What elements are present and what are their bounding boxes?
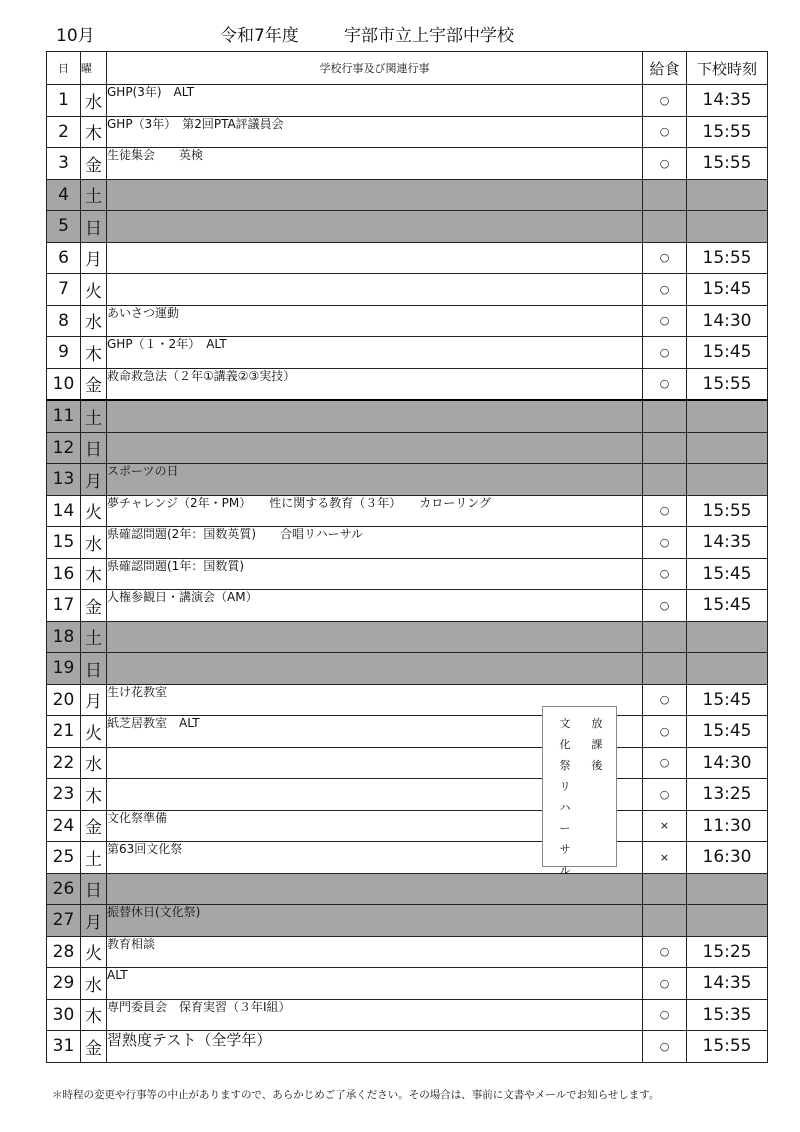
day-cell: 28: [47, 936, 81, 968]
weekday-cell: 金: [81, 148, 107, 180]
weekday-cell: 土: [81, 621, 107, 653]
weekday-cell: 火: [81, 495, 107, 527]
lunch-cell: [643, 432, 687, 464]
day-cell: 21: [47, 716, 81, 748]
lunch-cell: ○: [643, 274, 687, 306]
table-row: [47, 999, 768, 1031]
dismissal-time-cell: 15:55: [687, 148, 768, 180]
table-row: [47, 716, 768, 748]
weekday-cell: 月: [81, 242, 107, 274]
events-cell: 人権参観日・講演会（AM）: [107, 590, 643, 622]
fiscal-year-label: 令和7年度: [220, 26, 299, 46]
day-cell: 20: [47, 684, 81, 716]
dismissal-time-cell: 15:45: [687, 684, 768, 716]
dismissal-time-cell: [687, 873, 768, 905]
lunch-cell: ○: [643, 368, 687, 400]
footnote: ＊時程の変更や行事等の中止がありますので、あらかじめご了承ください。その場合は、事前に文書やメールでお知らせします。: [52, 1089, 660, 1101]
table-row: [47, 274, 768, 306]
dismissal-time-cell: 14:30: [687, 305, 768, 337]
dismissal-time-cell: [687, 464, 768, 496]
dismissal-time-cell: 14:30: [687, 747, 768, 779]
weekday-cell: 月: [81, 684, 107, 716]
dismissal-time-cell: [687, 211, 768, 243]
header-row: [47, 52, 768, 85]
day-cell: 17: [47, 590, 81, 622]
dismissal-time-cell: [687, 400, 768, 432]
table-row: [47, 464, 768, 496]
lunch-cell: ○: [643, 747, 687, 779]
day-cell: 6: [47, 242, 81, 274]
weekday-cell: 木: [81, 779, 107, 811]
events-cell: 専門委員会 保育実習（３年Ⅰ組）: [107, 999, 643, 1031]
lunch-cell: ○: [643, 779, 687, 811]
weekday-cell: 土: [81, 842, 107, 874]
day-cell: 23: [47, 779, 81, 811]
weekday-cell: 金: [81, 810, 107, 842]
lunch-cell: ○: [643, 495, 687, 527]
table-row: [47, 842, 768, 874]
dismissal-time-cell: 15:55: [687, 242, 768, 274]
day-cell: 25: [47, 842, 81, 874]
day-cell: 1: [47, 85, 81, 117]
events-cell: 夢チャレンジ（2年・PM） 性に関する教育（３年） カローリング: [107, 495, 643, 527]
day-cell: 10: [47, 368, 81, 400]
events-cell: [107, 211, 643, 243]
table-row: [47, 527, 768, 559]
dismissal-time-cell: 15:25: [687, 936, 768, 968]
month-title: 10月: [56, 26, 95, 46]
events-cell: 県確認問題(1年：国数質): [107, 558, 643, 590]
column-header-weekday: 曜: [81, 52, 107, 85]
dismissal-time-cell: 14:35: [687, 527, 768, 559]
day-cell: 14: [47, 495, 81, 527]
weekday-cell: 水: [81, 85, 107, 117]
weekday-cell: 火: [81, 274, 107, 306]
table-row: [47, 1031, 768, 1063]
dismissal-time-cell: 15:55: [687, 1031, 768, 1063]
lunch-cell: ○: [643, 148, 687, 180]
rehearsal-note-festival-rehearsal: 文化祭リハーサル: [559, 717, 571, 877]
weekday-cell: 水: [81, 747, 107, 779]
table-row: [47, 684, 768, 716]
column-header-lunch: 給食: [643, 52, 687, 85]
events-cell: あいさつ運動: [107, 305, 643, 337]
school-name: 宇部市立上宇部中学校: [344, 26, 514, 46]
weekday-cell: 月: [81, 464, 107, 496]
day-cell: 8: [47, 305, 81, 337]
lunch-cell: [643, 873, 687, 905]
table-row: [47, 242, 768, 274]
day-cell: 26: [47, 873, 81, 905]
weekday-cell: 土: [81, 400, 107, 432]
lunch-cell: ○: [643, 116, 687, 148]
dismissal-time-cell: 15:45: [687, 337, 768, 369]
lunch-cell: [643, 400, 687, 432]
lunch-cell: ○: [643, 968, 687, 1000]
events-cell: GHP（3年） 第2回PTA評議員会: [107, 116, 643, 148]
lunch-cell: ○: [643, 936, 687, 968]
dismissal-time-cell: [687, 621, 768, 653]
day-cell: 12: [47, 432, 81, 464]
lunch-cell: ○: [643, 590, 687, 622]
weekday-cell: 水: [81, 968, 107, 1000]
lunch-cell: [643, 179, 687, 211]
table-row: [47, 432, 768, 464]
table-row: [47, 905, 768, 937]
weekday-cell: 月: [81, 905, 107, 937]
table-row: [47, 179, 768, 211]
lunch-cell: [643, 653, 687, 685]
dismissal-time-cell: 15:45: [687, 274, 768, 306]
table-row: [47, 873, 768, 905]
weekday-cell: 水: [81, 305, 107, 337]
events-cell: [107, 274, 643, 306]
day-cell: 30: [47, 999, 81, 1031]
weekday-cell: 火: [81, 716, 107, 748]
day-cell: 11: [47, 400, 81, 432]
after-school-rehearsal-note: [542, 706, 617, 877]
events-cell: ALT: [107, 968, 643, 1000]
table-row: [47, 495, 768, 527]
dismissal-time-cell: 15:45: [687, 716, 768, 748]
column-header-dismissal: 下校時刻: [687, 52, 768, 85]
table-row: [47, 368, 768, 400]
day-cell: 15: [47, 527, 81, 559]
events-cell: [107, 432, 643, 464]
table-row: [47, 305, 768, 337]
events-cell: 紙芝居教室 ALT: [107, 716, 643, 748]
weekday-cell: 日: [81, 432, 107, 464]
weekday-cell: 金: [81, 368, 107, 400]
day-cell: 2: [47, 116, 81, 148]
events-cell: GHP(3年) ALT: [107, 85, 643, 117]
dismissal-time-cell: 15:35: [687, 999, 768, 1031]
lunch-cell: ×: [643, 842, 687, 874]
lunch-cell: ○: [643, 684, 687, 716]
day-cell: 16: [47, 558, 81, 590]
events-cell: [107, 179, 643, 211]
lunch-cell: ○: [643, 527, 687, 559]
dismissal-time-cell: [687, 179, 768, 211]
table-row: [47, 747, 768, 779]
table-row: [47, 116, 768, 148]
dismissal-time-cell: [687, 432, 768, 464]
dismissal-time-cell: 14:35: [687, 968, 768, 1000]
dismissal-time-cell: 15:55: [687, 116, 768, 148]
day-cell: 31: [47, 1031, 81, 1063]
events-cell: 習熟度テスト（全学年）: [107, 1031, 643, 1063]
weekday-cell: 日: [81, 873, 107, 905]
day-cell: 9: [47, 337, 81, 369]
lunch-cell: ○: [643, 1031, 687, 1063]
dismissal-time-cell: 15:45: [687, 558, 768, 590]
lunch-cell: [643, 621, 687, 653]
weekday-cell: 木: [81, 999, 107, 1031]
weekday-cell: 日: [81, 653, 107, 685]
column-header-day: 日: [47, 52, 81, 85]
weekday-cell: 木: [81, 116, 107, 148]
dismissal-time-cell: 11:30: [687, 810, 768, 842]
weekday-cell: 金: [81, 590, 107, 622]
weekday-cell: 水: [81, 527, 107, 559]
weekday-cell: 木: [81, 558, 107, 590]
table-row: [47, 400, 768, 432]
table-row: [47, 337, 768, 369]
weekday-cell: 木: [81, 337, 107, 369]
day-cell: 13: [47, 464, 81, 496]
lunch-cell: [643, 211, 687, 243]
lunch-cell: ×: [643, 810, 687, 842]
dismissal-time-cell: 15:55: [687, 368, 768, 400]
table-row: [47, 558, 768, 590]
events-cell: 第63回文化祭: [107, 842, 643, 874]
table-row: [47, 621, 768, 653]
table-row: [47, 653, 768, 685]
table-row: [47, 590, 768, 622]
events-cell: 生徒集会 英検: [107, 148, 643, 180]
day-cell: 24: [47, 810, 81, 842]
events-cell: [107, 653, 643, 685]
dismissal-time-cell: 15:55: [687, 495, 768, 527]
day-cell: 18: [47, 621, 81, 653]
events-cell: スポーツの日: [107, 464, 643, 496]
dismissal-time-cell: 16:30: [687, 842, 768, 874]
schedule-table: [46, 51, 768, 1063]
table-row: [47, 148, 768, 180]
table-row: [47, 968, 768, 1000]
weekday-cell: 日: [81, 211, 107, 243]
events-cell: [107, 242, 643, 274]
events-cell: 教育相談: [107, 936, 643, 968]
lunch-cell: ○: [643, 305, 687, 337]
events-cell: [107, 621, 643, 653]
day-cell: 3: [47, 148, 81, 180]
lunch-cell: [643, 905, 687, 937]
dismissal-time-cell: [687, 905, 768, 937]
lunch-cell: [643, 464, 687, 496]
table-row: [47, 810, 768, 842]
events-cell: [107, 400, 643, 432]
lunch-cell: ○: [643, 242, 687, 274]
day-cell: 19: [47, 653, 81, 685]
table-row: [47, 779, 768, 811]
day-cell: 29: [47, 968, 81, 1000]
lunch-cell: ○: [643, 85, 687, 117]
rehearsal-note-after-school: 放課後: [591, 717, 603, 772]
day-cell: 7: [47, 274, 81, 306]
dismissal-time-cell: [687, 653, 768, 685]
table-row: [47, 936, 768, 968]
lunch-cell: ○: [643, 337, 687, 369]
lunch-cell: ○: [643, 558, 687, 590]
weekday-cell: 金: [81, 1031, 107, 1063]
events-cell: 県確認問題(2年：国数英質) 合唱リハーサル: [107, 527, 643, 559]
dismissal-time-cell: 15:45: [687, 590, 768, 622]
table-row: [47, 85, 768, 117]
dismissal-time-cell: 14:35: [687, 85, 768, 117]
day-cell: 22: [47, 747, 81, 779]
weekday-cell: 火: [81, 936, 107, 968]
day-cell: 27: [47, 905, 81, 937]
column-header-events: 学校行事及び関連行事: [107, 52, 643, 85]
lunch-cell: ○: [643, 999, 687, 1031]
lunch-cell: ○: [643, 716, 687, 748]
events-cell: 文化祭準備: [107, 810, 643, 842]
day-cell: 5: [47, 211, 81, 243]
events-cell: 振替休日(文化祭): [107, 905, 643, 937]
events-cell: 生け花教室: [107, 684, 643, 716]
events-cell: GHP（１・2年） ALT: [107, 337, 643, 369]
weekday-cell: 土: [81, 179, 107, 211]
day-cell: 4: [47, 179, 81, 211]
dismissal-time-cell: 13:25: [687, 779, 768, 811]
events-cell: 救命救急法（２年①講義②③実技）: [107, 368, 643, 400]
table-row: [47, 211, 768, 243]
